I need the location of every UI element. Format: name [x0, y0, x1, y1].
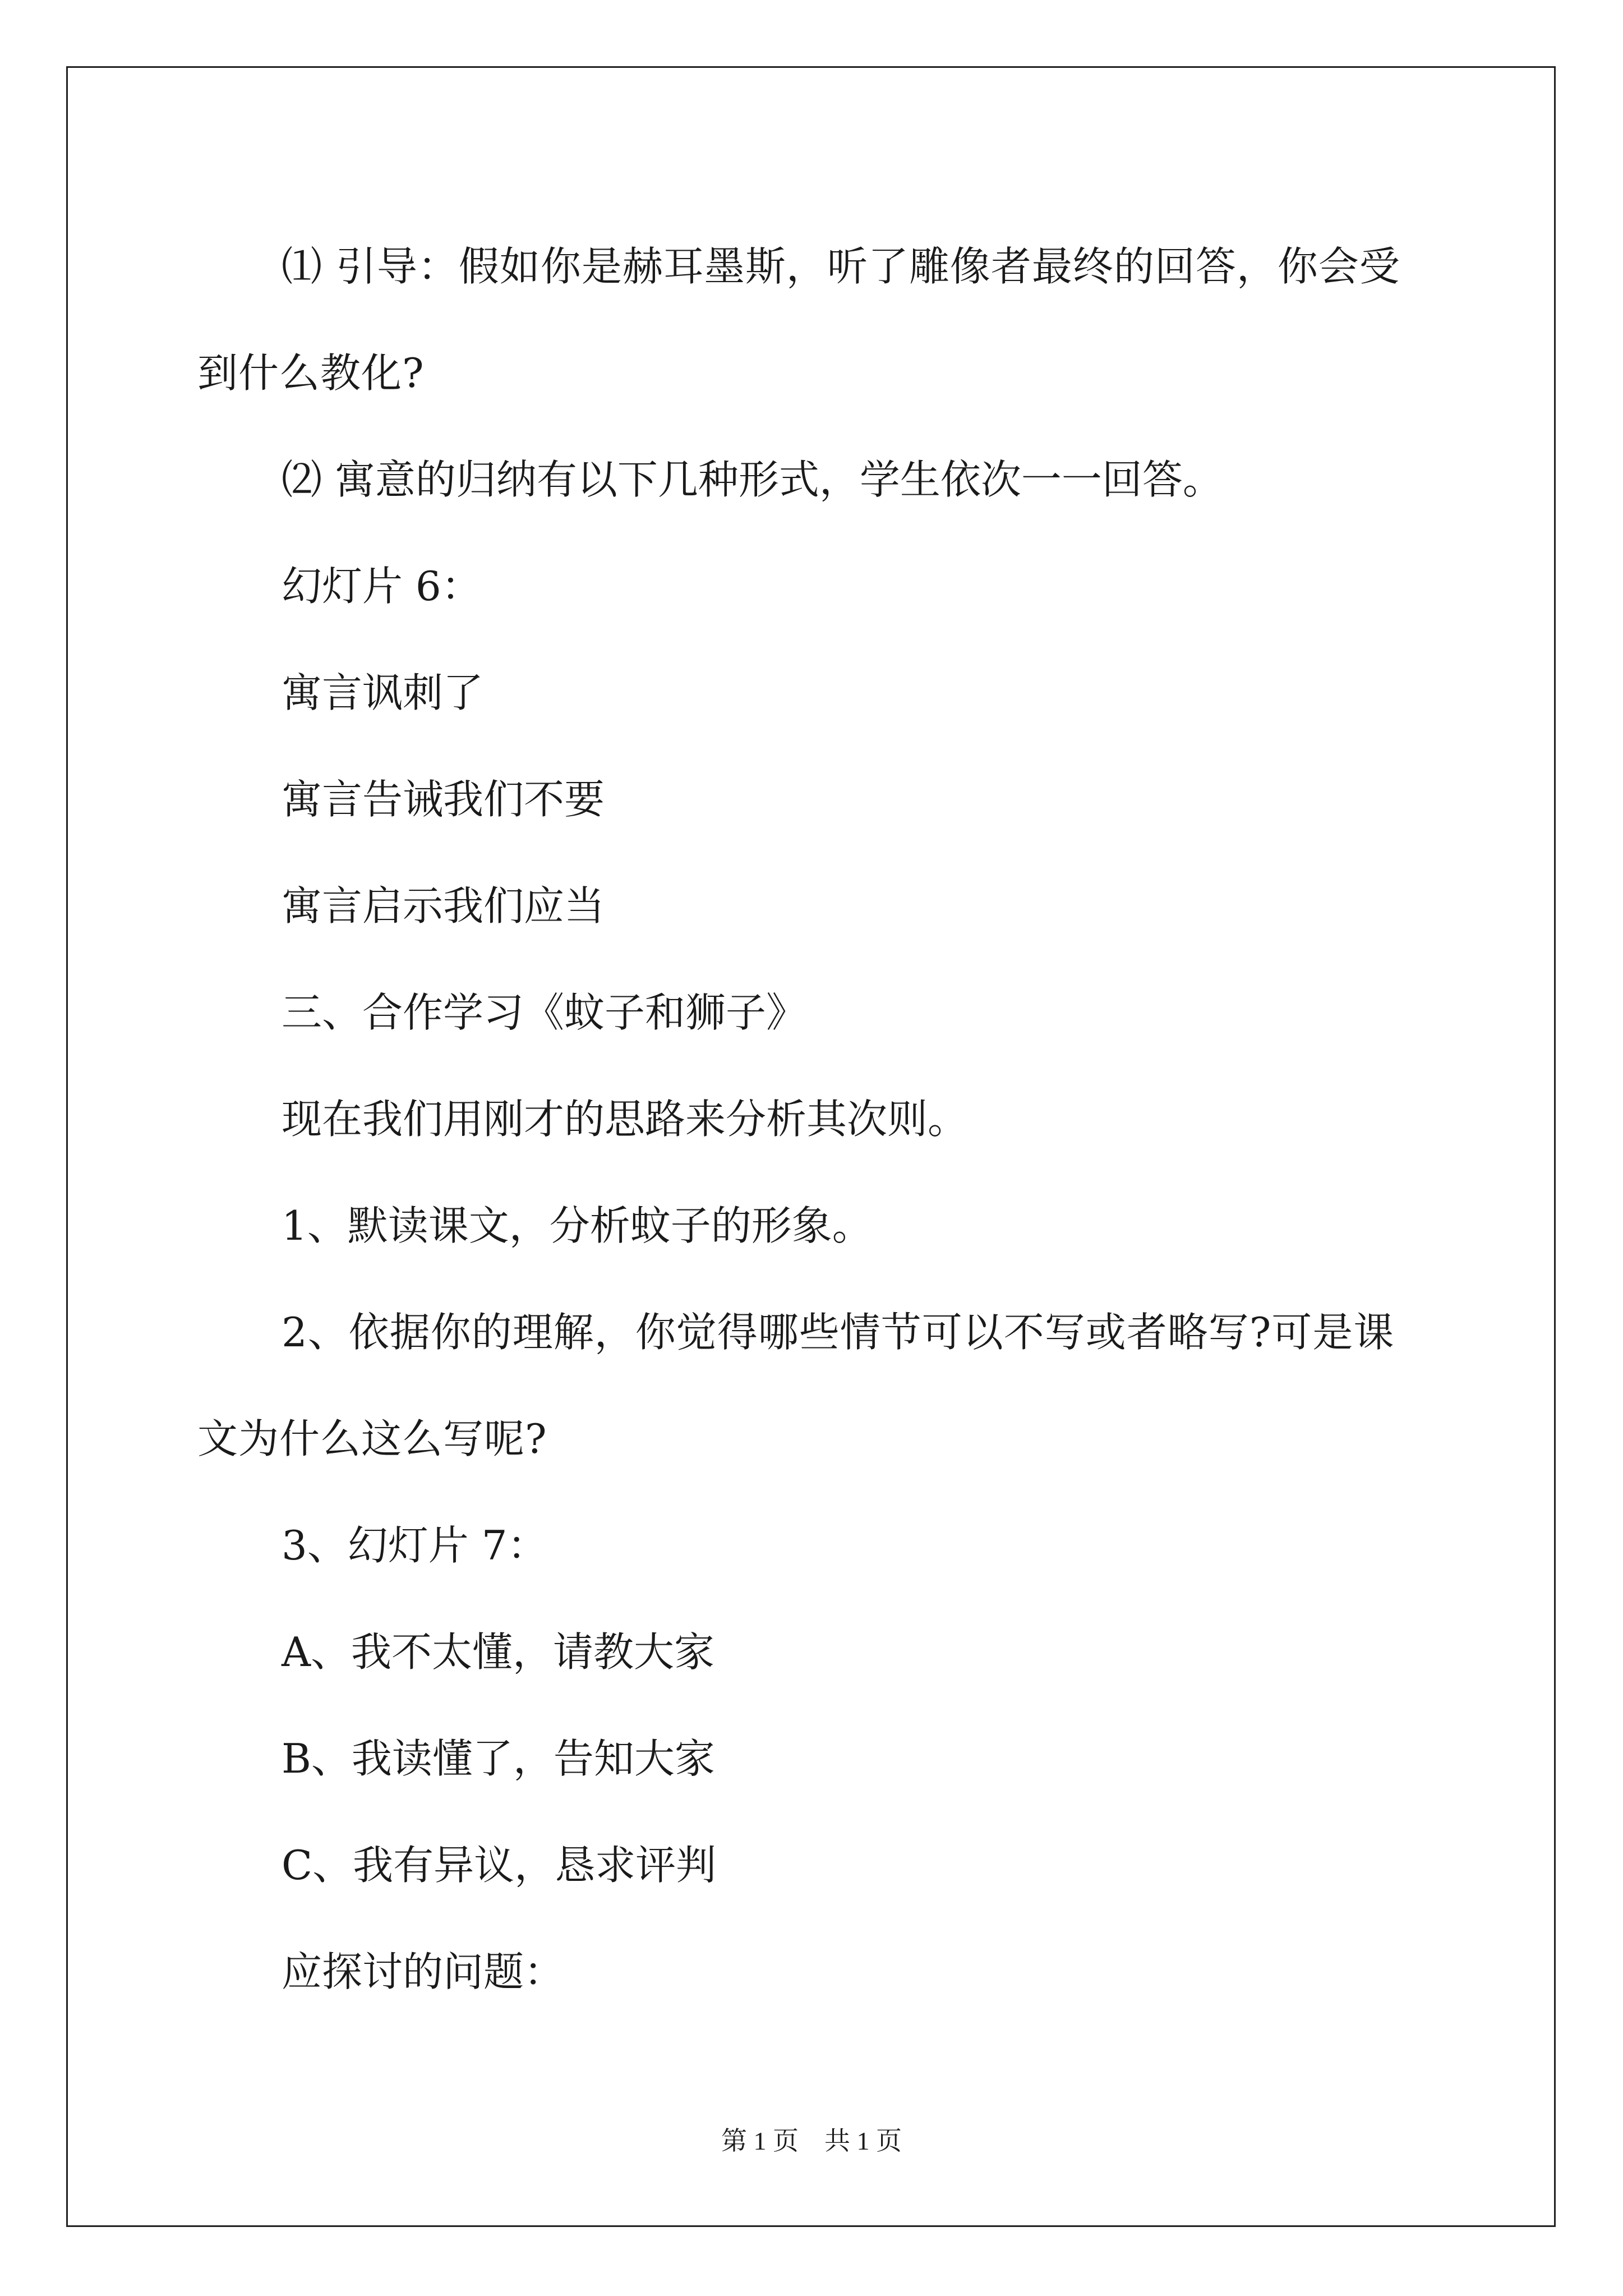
paragraph-moral-forms: ⑵ 寓意的归纳有以下几种形式，学生依次一一回答。 — [282, 456, 1223, 503]
option-a: A、我不太懂，请教大家 — [282, 1628, 714, 1676]
paragraph-fable-warns: 寓言告诫我们不要 — [282, 776, 605, 823]
document-body — [197, 213, 1431, 2025]
list-item-1: 1、默读课文，分析蚊子的形象。 — [282, 1202, 873, 1249]
paragraph-guide-question: ⑴ 引导：假如你是赫耳墨斯，听了雕像者最终的回答，你会受到什么教化? — [197, 243, 1400, 397]
page-footer: 第 1 页 共 1 页 — [721, 2127, 902, 2155]
paragraph-fable-inspires: 寓言启示我们应当 — [282, 882, 605, 930]
list-item-3: 3、幻灯片 7： — [282, 1522, 548, 1569]
paragraph-analyze-second: 现在我们用刚才的思路来分析其次则。 — [282, 1096, 969, 1143]
option-b: B、我读懂了，告知大家 — [282, 1735, 715, 1782]
paragraph-discussion-questions: 应探讨的问题： — [282, 1948, 565, 1995]
list-item-2: 2、依据你的理解，你觉得哪些情节可以不写或者略写?可是课文为什么这么写呢? — [197, 1309, 1395, 1462]
paragraph-fable-satirizes: 寓言讽刺了 — [282, 669, 484, 716]
paragraph-slide-6: 幻灯片 6： — [282, 563, 482, 610]
option-c: C、我有异议，恳求评判 — [282, 1842, 717, 1889]
section-heading-cooperative-learning: 三、合作学习《蚊子和狮子》 — [282, 989, 807, 1036]
